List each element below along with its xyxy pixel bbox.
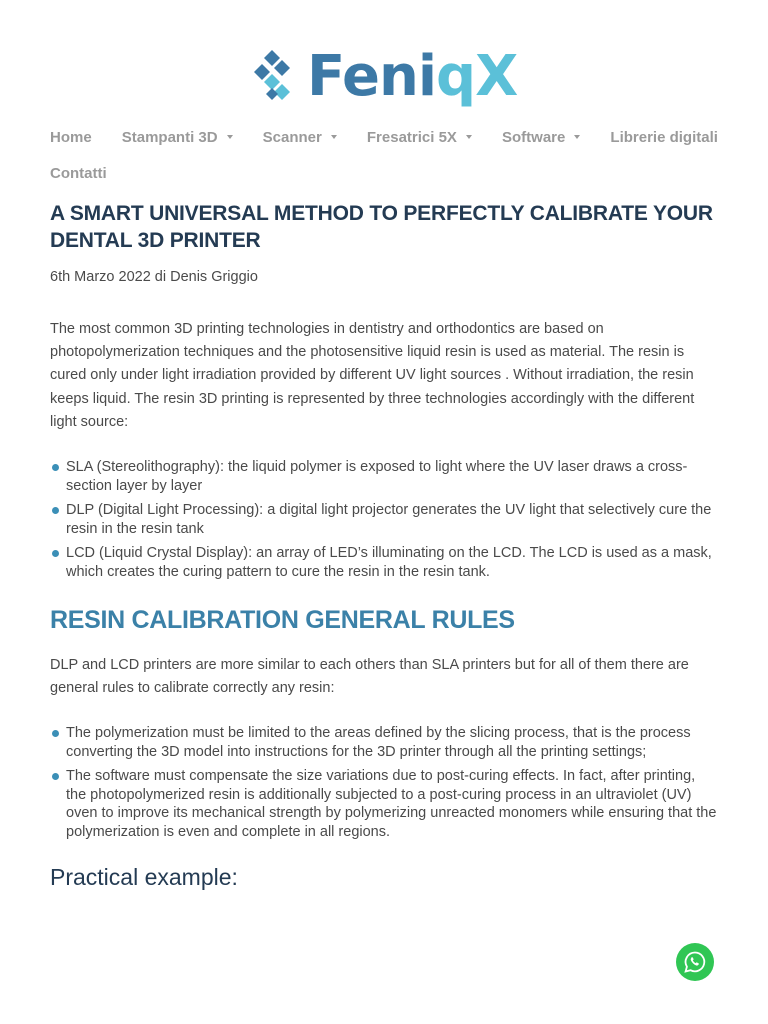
site-header xyxy=(0,0,768,110)
list-item: The polymerization must be limited to the areas defined by the slicing process, that is the process converting the 3D model into instructions for the 3D printer through all the printing settings; xyxy=(50,724,718,761)
nav-item-home[interactable] xyxy=(50,129,92,146)
list-item: LCD (Liquid Crystal Display): an array of LED’s illuminating on the LCD. The LCD is used as a mask, which creates the curing pattern to cure the resin in the resin tank. xyxy=(50,544,718,581)
nav-label: Software xyxy=(502,128,566,146)
article-content xyxy=(50,200,718,891)
section-intro-paragraph: DLP and LCD printers are more similar to each others than SLA printers but for all of them there are general rules to calibrate correctly any resin: xyxy=(50,657,689,697)
chevron-down-icon xyxy=(227,135,233,139)
rules-list xyxy=(50,724,718,841)
chevron-down-icon xyxy=(331,135,337,139)
list-item: SLA (Stereolithography): the liquid polymer is exposed to light where the UV laser draws a cross-section layer by layer xyxy=(50,458,718,495)
nav-label: Fresatrici 5X xyxy=(366,128,457,146)
nav-label: Home xyxy=(50,128,92,146)
site-logo[interactable] xyxy=(252,46,522,108)
article-title: A SMART UNIVERSAL METHOD TO PERFECTLY CALIBRATE YOUR DENTAL 3D PRINTER xyxy=(50,202,713,252)
article-byline: 6th Marzo 2022 di Denis Griggio xyxy=(50,269,258,285)
section-heading: RESIN CALIBRATION GENERAL RULES xyxy=(50,606,515,635)
logo-text-accent: qX xyxy=(436,44,518,109)
nav-label: Scanner xyxy=(262,128,322,146)
whatsapp-chat-button[interactable] xyxy=(676,943,714,981)
chevron-down-icon xyxy=(466,135,472,139)
logo-wordmark xyxy=(307,46,517,108)
nav-item-stampanti-3d[interactable] xyxy=(122,129,233,146)
list-item: DLP (Digital Light Processing): a digital light projector generates the UV light that selectively cure the resin in the resin tank xyxy=(50,501,718,538)
whatsapp-icon xyxy=(683,950,707,974)
nav-row-2 xyxy=(50,158,107,188)
list-item: The software must compensate the size variations due to post-curing effects. In fact, after printing, the photopolymerized resin is additionally subjected to a post-curing process in an ultraviolet (UV) oven to improve its mechanical strength by polymerizing unreacted monomers while ensuring that the polymerization is even and complete in all regions. xyxy=(50,767,718,841)
chevron-down-icon xyxy=(574,135,580,139)
nav-label: Librerie digitali xyxy=(610,128,718,146)
technologies-list xyxy=(50,458,718,581)
nav-item-librerie-digitali[interactable] xyxy=(610,129,718,146)
intro-paragraph: The most common 3D printing technologies in dentistry and orthodontics are based on photopolymerization techniques and the photosensitive liquid resin is used as material. The resin is cured only under light irradiation provided by different UV light sources . Without irradiation, the resin keeps liquid. The resin 3D printing is represented by three technologies accordingly with the different light source: xyxy=(50,321,695,430)
nav-label: Contatti xyxy=(50,164,107,182)
logo-text-main: Feni xyxy=(307,44,437,109)
nav-label: Stampanti 3D xyxy=(121,128,218,146)
nav-item-fresatrici-5x[interactable] xyxy=(367,129,472,146)
practical-example-heading: Practical example: xyxy=(50,864,238,891)
nav-item-software[interactable] xyxy=(502,129,580,146)
nav-item-contatti[interactable] xyxy=(50,165,107,182)
nav-item-scanner[interactable] xyxy=(263,129,337,146)
logo-diamond-icon xyxy=(252,50,292,102)
nav-row-1 xyxy=(50,122,718,152)
